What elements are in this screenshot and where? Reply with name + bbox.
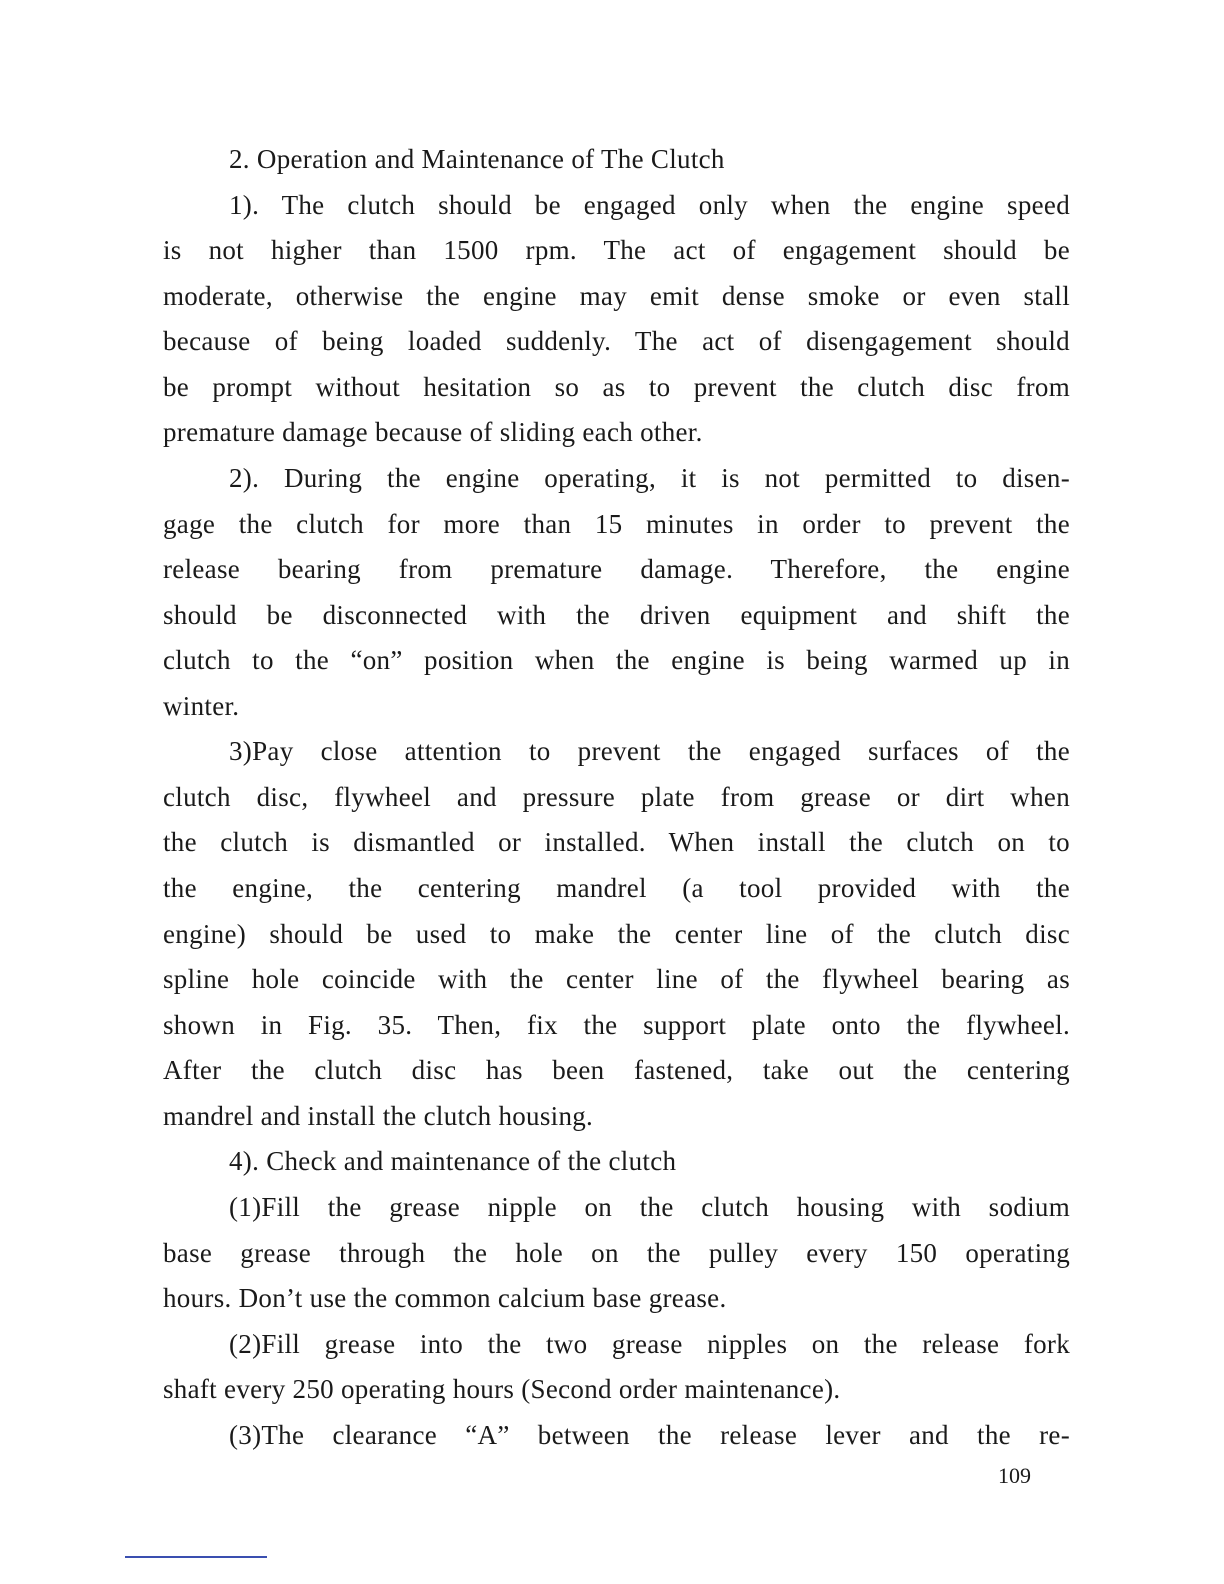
text-line: the engine, the centering mandrel (a tool provided with the <box>163 873 1070 903</box>
text-line: base grease through the hole on the pulley every 150 operating <box>163 1237 1070 1268</box>
text-line: the clutch is dismantled or installed. When install the clutch on to <box>163 827 1070 858</box>
footer-rule <box>125 1556 267 1558</box>
text-line: spline hole coincide with the center line of the flywheel bearing as <box>163 964 1070 995</box>
section-heading: 2. Operation and Maintenance of The Clutch <box>229 144 725 174</box>
text-line: winter. <box>163 690 240 721</box>
text-line: engine) should be used to make the center line of the clutch disc <box>163 918 1070 949</box>
text-line: be prompt without hesitation so as to prevent the clutch disc from <box>163 371 1070 402</box>
text-line: hours. Don’t use the common calcium base grease. <box>163 1283 727 1314</box>
body-text <box>163 137 1070 1458</box>
text-line: clutch disc, flywheel and pressure plate from grease or dirt when <box>163 781 1070 812</box>
text-line: should be disconnected with the driven equipment and shift the <box>163 599 1070 630</box>
text-line: mandrel and install the clutch housing. <box>163 1100 594 1131</box>
text-line: premature damage because of sliding each other. <box>163 417 703 448</box>
text-line: (1)Fill the grease nipple on the clutch housing with sodium <box>229 1191 1070 1222</box>
text-line: release bearing from premature damage. Therefore, the engine <box>163 554 1070 585</box>
text-line: 1). The clutch should be engaged only when the engine speed <box>229 189 1070 220</box>
text-line: 2). During the engine operating, it is not permitted to disen- <box>229 462 1070 493</box>
text-line: gage the clutch for more than 15 minutes in order to prevent the <box>163 508 1070 539</box>
text-line: After the clutch disc has been fastened, take out the centering <box>163 1055 1070 1086</box>
text-line: because of being loaded suddenly. The act of disengagement should <box>163 326 1070 357</box>
text-line: 4). Check and maintenance of the clutch <box>229 1146 677 1177</box>
text-line: (2)Fill grease into the two grease nipples on the release fork <box>229 1328 1070 1359</box>
text-line: shaft every 250 operating hours (Second order maintenance). <box>163 1374 841 1405</box>
text-line: (3)The clearance “A” between the release lever and the re- <box>229 1419 1070 1450</box>
text-line: clutch to the “on” position when the engine is being warmed up in <box>163 645 1070 676</box>
page-number: 109 <box>998 1463 1031 1488</box>
text-line: shown in Fig. 35. Then, fix the support plate onto the flywheel. <box>163 1009 1070 1040</box>
text-line: moderate, otherwise the engine may emit dense smoke or even stall <box>163 280 1070 311</box>
text-line: 3)Pay close attention to prevent the engaged surfaces of the <box>229 736 1070 767</box>
text-line: is not higher than 1500 rpm. The act of engagement should be <box>163 235 1070 266</box>
